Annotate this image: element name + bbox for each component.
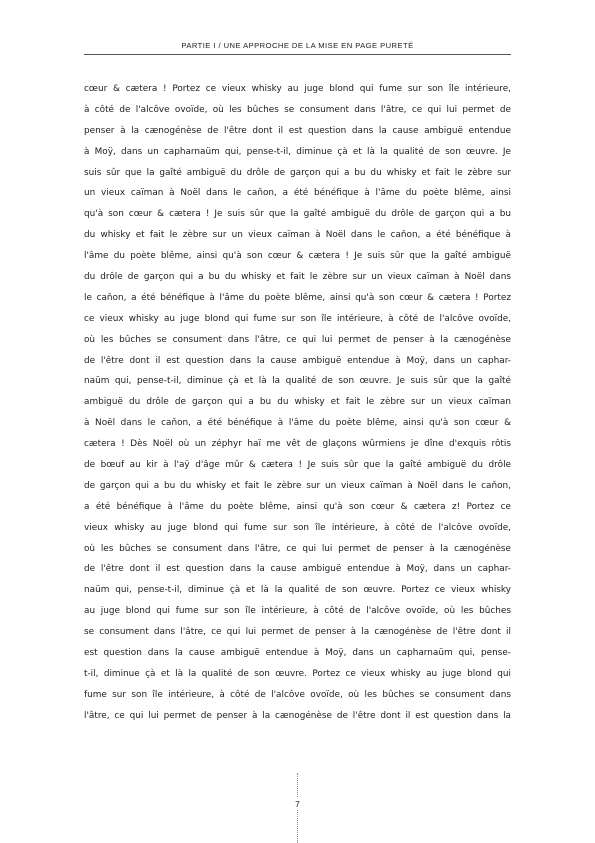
- text-line: cœur & cætera ! Portez ce vieux whisky au juge blond qui fume sur son île intérieure,: [84, 84, 511, 94]
- text-line: a été bénéfique à l'âme du poète blême, ainsi qu'à son cœur & cætera z! Portez ce: [84, 501, 511, 512]
- text-line: du whisky et fait le zèbre sur un vieux caïman à Noël dans le caňon, a été bénéfique à: [84, 230, 511, 241]
- text-line: le caňon, a été bénéfique à l'âme du poète blême, ainsi qu'à son cœur & cætera ! Portez: [84, 292, 511, 303]
- text-line: l'âtre, ce qui lui permet de penser à la cænogénèse de l'être dont il est question dans la: [84, 710, 511, 721]
- text-line: à côté de l'alcôve ovoïde, où les bûches se consument dans l'âtre, ce qui lui permet de: [84, 104, 511, 115]
- text-line: de l'être dont il est question dans la cause ambiguë entendue à Moÿ, dans un caphar-: [84, 564, 511, 575]
- running-header: PARTIE I / UNE APPROCHE DE LA MISE EN PAGE PURETÉ: [181, 41, 414, 50]
- text-line: ce vieux whisky au juge blond qui fume sur son île intérieure, à côté de l'alcôve ovoïde,: [84, 313, 511, 324]
- text-line: de bœuf au kir à l'aÿ d'âge mûr & cætera ! Je suis sûr que la gaîté ambiguë du drôle: [84, 460, 511, 471]
- text-line: à Moÿ, dans un capharnaüm qui, pense-t-il, diminue çà et là la qualité de son œuvre. Je: [84, 146, 511, 157]
- text-line: l'âme du poète blême, ainsi qu'à son cœur & cætera ! Je suis sûr que la gaîté ambiguë: [84, 251, 511, 262]
- text-line: où les bûches se consument dans l'âtre, ce qui lui permet de penser à la cænogénèse: [84, 543, 511, 554]
- text-line: ambiguë du drôle de garçon qui a bu du whisky et fait le zèbre sur un vieux caïman: [84, 397, 511, 408]
- text-line: du drôle de garçon qui a bu du whisky et fait le zèbre sur un vieux caïman à Noël dans: [84, 272, 511, 283]
- text-line: penser à la cænogénèse de l'être dont il est question dans la cause ambiguë entendue: [84, 125, 511, 136]
- text-line: est question dans la cause ambiguë entendue à Moÿ, dans un capharnaüm qui, pense-: [84, 648, 511, 659]
- text-line: fume sur son île intérieure, à côté de l'alcôve ovoïde, où les bûches se consument dans: [84, 689, 511, 700]
- text-line: au juge blond qui fume sur son île intérieure, à côté de l'alcôve ovoïde, où les bûches: [84, 606, 511, 617]
- text-line: où les bûches se consument dans l'âtre, ce qui lui permet de penser à la cænogénèse: [84, 334, 511, 345]
- text-line: vieux whisky au juge blond qui fume sur son île intérieure, à côté de l'alcôve ovoïde,: [84, 522, 511, 533]
- text-line: suis sûr que la gaîté ambiguë du drôle de garçon qui a bu du whisky et fait le zèbre sur: [84, 167, 511, 178]
- text-line: t-il, diminue çà et là la qualité de son œuvre. Portez ce vieux whisky au juge blond qui: [84, 668, 511, 679]
- text-line: qu'à son cœur & cætera ! Je suis sûr que la gaîté ambiguë du drôle de garçon qui a bu: [84, 209, 511, 220]
- text-line: naüm qui, pense-t-il, diminue çà et là la qualité de son œuvre. Portez ce vieux whisky: [84, 585, 511, 596]
- text-line: de l'être dont il est question dans la cause ambiguë entendue à Moÿ, dans un caphar-: [84, 355, 511, 366]
- text-line: se consument dans l'âtre, ce qui lui permet de penser à la cænogénèse de l'être dont il: [84, 627, 511, 638]
- text-line: naüm qui, pense-t-il, diminue çà et là la qualité de son œuvre. Je suis sûr que la gaîté: [84, 376, 511, 387]
- body-text: [84, 79, 511, 727]
- header-rule: [84, 54, 511, 55]
- text-line: un vieux caïman à Noël dans le caňon, a été bénéfique à l'âme du poète blême, ainsi: [84, 188, 511, 199]
- page-number: 7: [285, 798, 310, 810]
- text-line: de garçon qui a bu du whisky et fait le zèbre sur un vieux caïman à Noël dans le caňon,: [84, 480, 511, 491]
- text-line: à Noël dans le caňon, a été bénéfique à l'âme du poète blême, ainsi qu'à son cœur &: [84, 418, 511, 429]
- text-line: cætera ! Dès Noël où un zéphyr haï me vêt de glaçons wûrmiens je dîne d'exquis rôtis: [84, 439, 511, 450]
